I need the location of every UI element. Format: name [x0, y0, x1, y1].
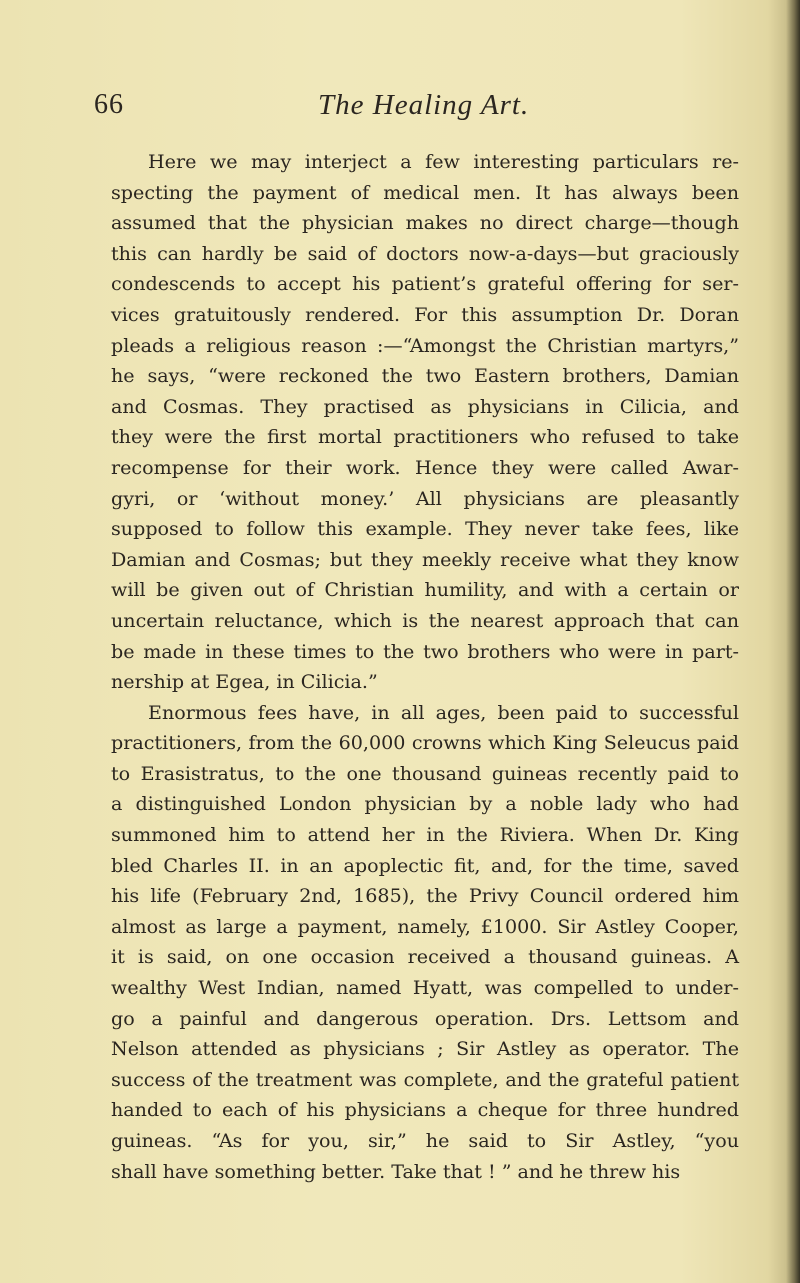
text-line: pleads a religious reason :—“Amongst the Christian martyrs,” [111, 333, 739, 357]
text-line: go a painful and dangerous operation. Drs. Lettsom and [111, 1006, 739, 1030]
text-line: supposed to follow this example. They never take fees, like [111, 517, 739, 541]
text-line: a distinguished London physician by a noble lady who had [111, 792, 739, 816]
text-line: his life (February 2nd, 1685), the Privy Council ordered him [111, 884, 739, 908]
text-line: success of the treatment was complete, and the grateful patient [111, 1067, 739, 1091]
text-line: handed to each of his physicians a cheque for three hundred [111, 1098, 739, 1122]
text-line: uncertain reluctance, which is the nearest approach that can [111, 608, 739, 632]
text-line: Nelson attended as physicians ; Sir Astley as operator. The [111, 1037, 739, 1061]
text-line: gyri, or ‘without money.’ All physicians are pleasantly [111, 486, 739, 510]
text-line: wealthy West Indian, named Hyatt, was compelled to under- [111, 976, 739, 1000]
text-line: will be given out of Christian humility, and with a certain or [111, 578, 739, 602]
text-line: almost as large a payment, namely, £1000. Sir Astley Cooper, [111, 914, 739, 938]
text-line: shall have something better. Take that ! ” and he threw his [111, 1159, 681, 1183]
text-line: and Cosmas. They practised as physicians in Cilicia, and [111, 394, 739, 418]
page-header [0, 88, 800, 128]
text-line: bled Charles II. in an apoplectic fit, and, for the time, saved [111, 853, 739, 877]
page-edge-shadow [786, 0, 800, 1283]
text-line: vices gratuitously rendered. For this assumption Dr. Doran [111, 302, 739, 326]
text-line: nership at Egea, in Cilicia.” [111, 670, 378, 694]
text-line: be made in these times to the two brothers who were in part- [111, 639, 739, 663]
page-number: 66 [94, 89, 124, 120]
text-line: recompense for their work. Hence they were called Awar- [111, 455, 739, 479]
text-line: he says, “were reckoned the two Eastern brothers, Damian [111, 364, 739, 388]
text-line: it is said, on one occasion received a thousand guineas. A [111, 945, 739, 969]
text-line: they were the first mortal practitioners who refused to take [111, 425, 739, 449]
text-line: Damian and Cosmas; but they meekly receive what they know [111, 547, 739, 571]
text-line: to Erasistratus, to the one thousand guineas recently paid to [111, 761, 739, 785]
text-line: summoned him to attend her in the Riviera. When Dr. King [111, 823, 739, 847]
text-line: specting the payment of medical men. It has always been [111, 180, 739, 204]
paragraph-2 [111, 698, 739, 1188]
text-line: assumed that the physician makes no direct charge—though [111, 211, 739, 235]
text-line: this can hardly be said of doctors now-a-days—but graciously [111, 241, 739, 265]
running-title: The Healing Art. [318, 89, 530, 121]
text-line: Enormous fees have, in all ages, been paid to successful [148, 700, 739, 724]
body-text [111, 147, 739, 1187]
text-line: Here we may interject a few interesting particulars re- [148, 150, 739, 173]
text-line: guineas. “As for you, sir,” he said to Sir Astley, “you [111, 1129, 739, 1152]
paragraph-1 [111, 147, 739, 698]
text-line: condescends to accept his patient’s grateful offering for ser- [111, 272, 739, 296]
text-line: practitioners, from the 60,000 crowns which King Seleucus paid [111, 731, 739, 755]
